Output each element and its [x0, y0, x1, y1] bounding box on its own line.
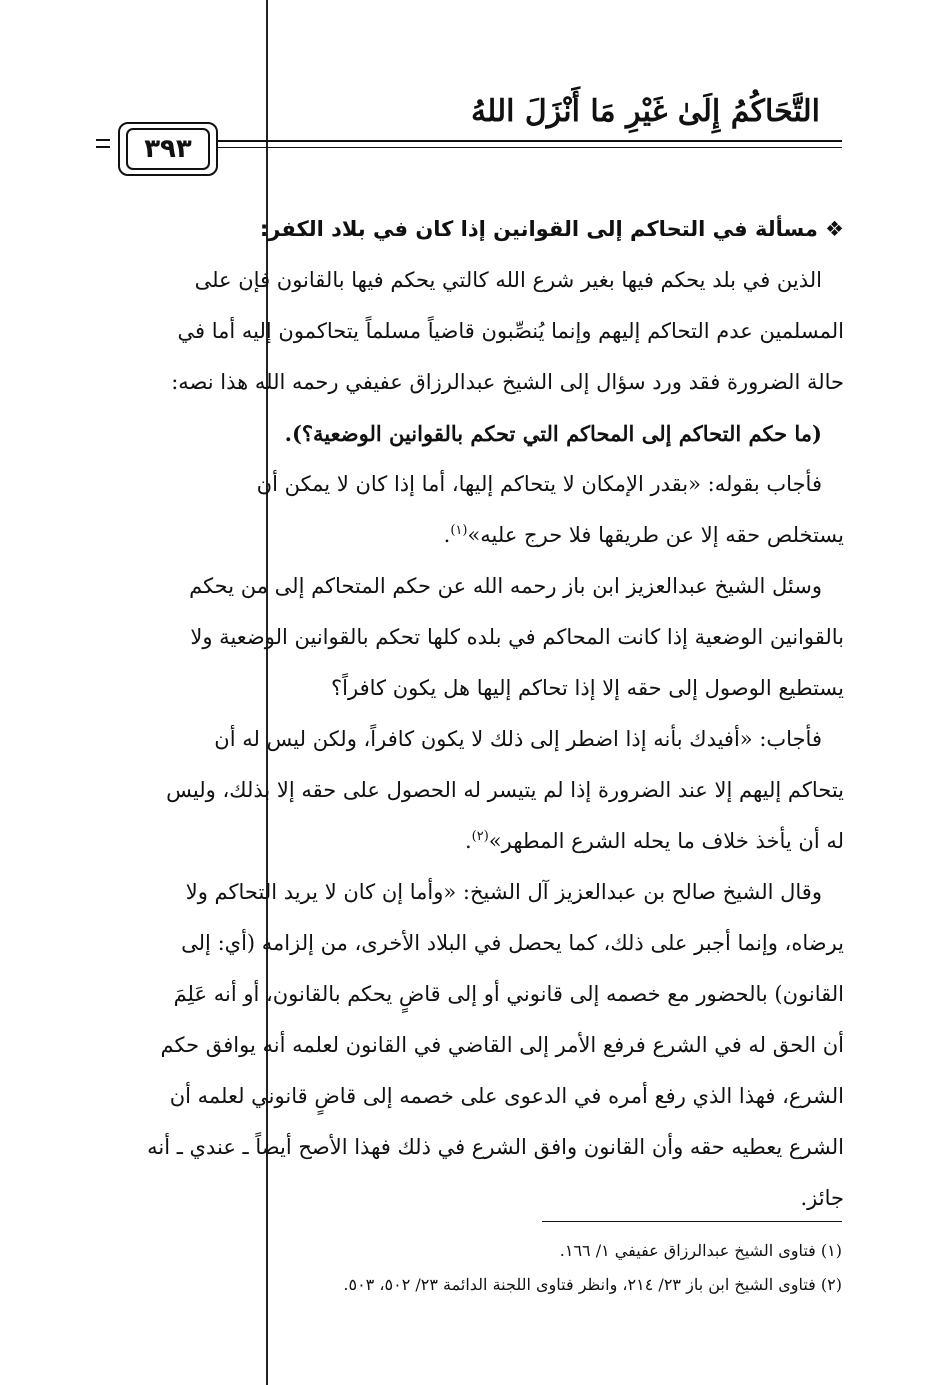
footnote-ref-1: (١) [450, 523, 468, 538]
body-line: يستطيع الوصول إلى حقه إلا إذا تحاكم إليها هل يكون كافراً؟ [331, 676, 844, 700]
footnotes [92, 1234, 842, 1302]
body-line: يرضاه، وإنما أجبر على ذلك، كما يحصل في البلاد الأخرى، من إلزامه (أي: إلى [181, 931, 844, 955]
body-line-text: يستخلص حقه إلا عن طريقها فلا حرج عليه» [467, 523, 844, 547]
body-line: المسلمين عدم التحاكم إليهم وإنما يُنصِّبون قاضياً مسلماً يتحاكمون إليه أما في [177, 319, 844, 343]
footnote-2: (٢) فتاوى الشيخ ابن باز ٢٣/ ٢١٤، وانظر فتاوى اللجنة الدائمة ٢٣/ ٥٠٢، ٥٠٣. [343, 1275, 842, 1294]
body-line: الشرع، فهذا الذي رفع أمره في الدعوى على خصمه إلى قاضٍ قانوني لعلمه أن [169, 1084, 844, 1108]
body-line: وسئل الشيخ عبدالعزيز ابن باز رحمه الله عن حكم المتحاكم إلى من يحكم [189, 574, 822, 598]
body-line: حالة الضرورة فقد ورد سؤال إلى الشيخ عبدالرزاق عفيفي رحمه الله هذا نصه: [171, 370, 844, 394]
body-line: يتحاكم إليهم إلا عند الضرورة إذا لم يتيسر له الحصول على حقه إلا بذلك، وليس [166, 778, 844, 802]
body-line: فأجاب بقوله: «بقدر الإمكان لا يتحاكم إليها، أما إذا كان لا يمكن أن [256, 472, 822, 496]
body-line-text: له أن يأخذ خلاف ما يحله الشرع المطهر» [488, 829, 844, 853]
header-rule-bottom [200, 147, 842, 148]
period: . [443, 523, 451, 547]
body-line: جائز. [800, 1186, 844, 1210]
body-line: الذين في بلد يحكم فيها بغير شرع الله كالتي يحكم فيها بالقانون فإن على [194, 268, 822, 292]
body-line: القانون) بالحضور مع خصمه إلى قانوني أو إلى قاضٍ يحكم بالقانون، أو أنه عَلِمَ [173, 982, 844, 1006]
header-rule-top [200, 140, 842, 142]
period: . [464, 829, 472, 853]
body-text [94, 204, 844, 1224]
page-number: ٣٩٣ [144, 134, 192, 164]
body-line: أن الحق له في الشرع فرفع الأمر إلى القاضي في القانون لعلمه أنه يوافق حكم [160, 1033, 844, 1057]
running-title: التَّحَاكُمُ إِلَىٰ غَيْرِ مَا أَنْزَلَ اللهُ [470, 94, 820, 129]
header-ornament [96, 139, 110, 148]
body-line [94, 816, 844, 867]
body-line: الشرع يعطيه حقه وأن القانون وافق الشرع في ذلك فهذا الأصح أيضاً ـ عندي ـ أنه [147, 1135, 844, 1159]
body-line: بالقوانين الوضعية إذا كانت المحاكم في بلده كلها تحكم بالقوانين الوضعية ولا [190, 625, 844, 649]
body-line: وقال الشيخ صالح بن عبدالعزيز آل الشيخ: «وأما إن كان لا يريد التحاكم ولا [185, 880, 822, 904]
footnote-separator [542, 1221, 842, 1222]
body-line: فأجاب: «أفيدك بأنه إذا اضطر إلى ذلك لا يكون كافراً، ولكن ليس له أن [214, 727, 822, 751]
footnote-1: (١) فتاوى الشيخ عبدالرزاق عفيفي ١/ ١٦٦. [559, 1241, 842, 1260]
question-line: (ما حكم التحاكم إلى المحاكم التي تحكم بالقوانين الوضعية؟). [284, 421, 822, 446]
footnote-ref-2: (٢) [471, 829, 489, 844]
body-line [94, 510, 844, 561]
section-heading: ❖ مسألة في التحاكم إلى القوانين إذا كان في بلاد الكفر: [259, 217, 844, 241]
